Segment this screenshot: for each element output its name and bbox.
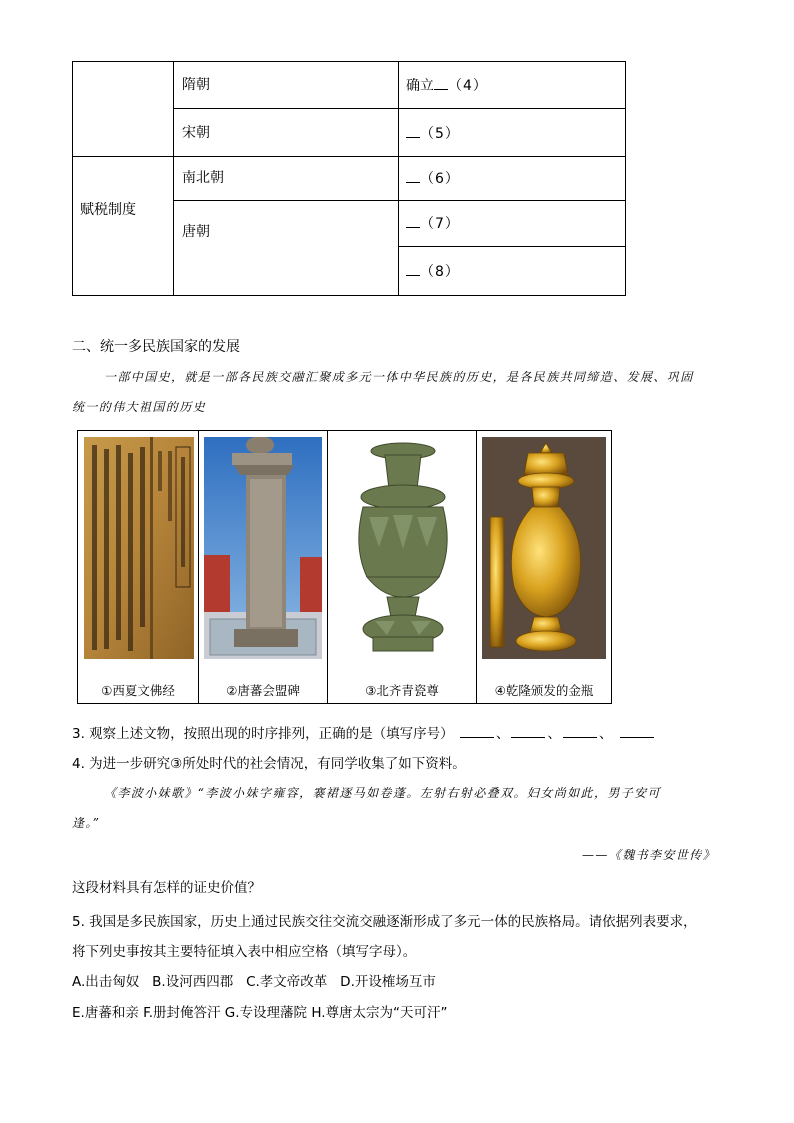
dynasty-sui: 隋朝 (182, 77, 210, 93)
sutra-image (84, 437, 194, 659)
celadon-vase-image (333, 437, 473, 659)
question-3 (72, 722, 656, 742)
question-4-ask: 这段材料具有怎样的证史价值？ (72, 880, 261, 896)
dynasty-tang: 唐朝 (182, 224, 210, 240)
artifact-1 (78, 431, 199, 703)
question-5-line-2: 将下列史事按其主要特征填入表中相应空格（填写字母）。 (72, 944, 417, 960)
artifact-caption: ③北齐青瓷尊 (365, 683, 439, 698)
stele-image (204, 437, 322, 659)
intro-line-2: 统一的伟大祖国的历史 (72, 400, 207, 414)
answer-blank[interactable] (434, 77, 448, 90)
answer-blank[interactable] (620, 737, 654, 738)
blank-number: （7） (420, 216, 460, 232)
table-border-right (625, 61, 626, 296)
table-border-bottom (72, 295, 626, 296)
answer-cell-7 (406, 215, 460, 232)
section-heading: 二、统一多民族国家的发展 (72, 339, 240, 355)
answer-blank[interactable] (406, 215, 420, 228)
poem-line-1: 《李波小妹歌》“李波小妹字雍容，褰裙逐马如卷蓬。左射右射必叠双。妇女尚如此，男子安可 (104, 786, 661, 800)
dynasty-song: 宋朝 (182, 125, 210, 141)
answer-blank[interactable] (406, 170, 420, 183)
question-3-text: 3. 观察上述文物，按照出现的时序排列，正确的是（填写序号） (72, 726, 454, 742)
table-border-top (72, 61, 626, 62)
answer-cell-4 (406, 77, 488, 94)
blank-number: （6） (420, 171, 460, 187)
answer-cell-6 (406, 170, 460, 187)
blank-number: （8） (420, 264, 460, 280)
table-border-left (72, 61, 73, 296)
artifact-3 (328, 431, 477, 703)
table-row-divider (398, 246, 626, 247)
blank-number: （4） (448, 78, 488, 94)
question-4: 4. 为进一步研究③所处时代的社会情况，有同学收集了如下资料。 (72, 756, 466, 772)
artifact-images-panel (77, 430, 612, 704)
poem-source: ——《魏书李安世传》 (582, 848, 717, 862)
artifact-caption: ①西夏文佛经 (101, 683, 175, 698)
tax-system-table (72, 61, 626, 296)
answer-blank[interactable] (406, 125, 420, 138)
intro-line-1: 一部中国史，就是一部各民族交融汇聚成多元一体中华民族的历史，是各民族共同缔造、发展、巩固 (104, 370, 694, 384)
question-5-line-1: 5. 我国是多民族国家，历史上通过民族交往交流交融逐渐形成了多元一体的民族格局。请依据列表要求， (72, 914, 697, 930)
separator: 、 (547, 726, 561, 742)
dynasty-nanbeichao: 南北朝 (182, 170, 224, 186)
answer-blank[interactable] (563, 737, 597, 738)
separator: 、 (598, 726, 613, 742)
category-label: 赋税制度 (80, 202, 136, 218)
artifact-2 (199, 431, 328, 703)
table-row-divider (173, 108, 626, 109)
blank-number: （5） (420, 126, 460, 142)
artifact-4 (477, 431, 611, 703)
answer-blank[interactable] (511, 737, 545, 738)
artifact-caption: ④乾隆颁发的金瓶 (494, 683, 594, 698)
table-row-divider (72, 156, 626, 157)
answer-blank[interactable] (406, 263, 420, 276)
golden-vase-image (482, 437, 606, 659)
answer-cell-5 (406, 125, 460, 142)
options-line-2: E.唐蕃和亲 F.册封俺答汗 G.专设理藩院 H.尊唐太宗为“天可汗” (72, 1005, 448, 1021)
table-col-divider-1 (173, 61, 174, 296)
poem-line-2: 逢。” (72, 816, 101, 830)
table-row-divider (173, 200, 626, 201)
artifact-caption: ②唐蕃会盟碑 (226, 683, 300, 698)
answer-cell-8 (406, 263, 460, 280)
cell-prefix: 确立 (406, 78, 434, 94)
separator: 、 (495, 726, 510, 742)
table-col-divider-2 (398, 61, 399, 296)
answer-blank[interactable] (460, 737, 494, 738)
options-line-1: A.出击匈奴 B.设河西四郡 C.孝文帝改革 D.开设榷场互市 (72, 974, 436, 990)
